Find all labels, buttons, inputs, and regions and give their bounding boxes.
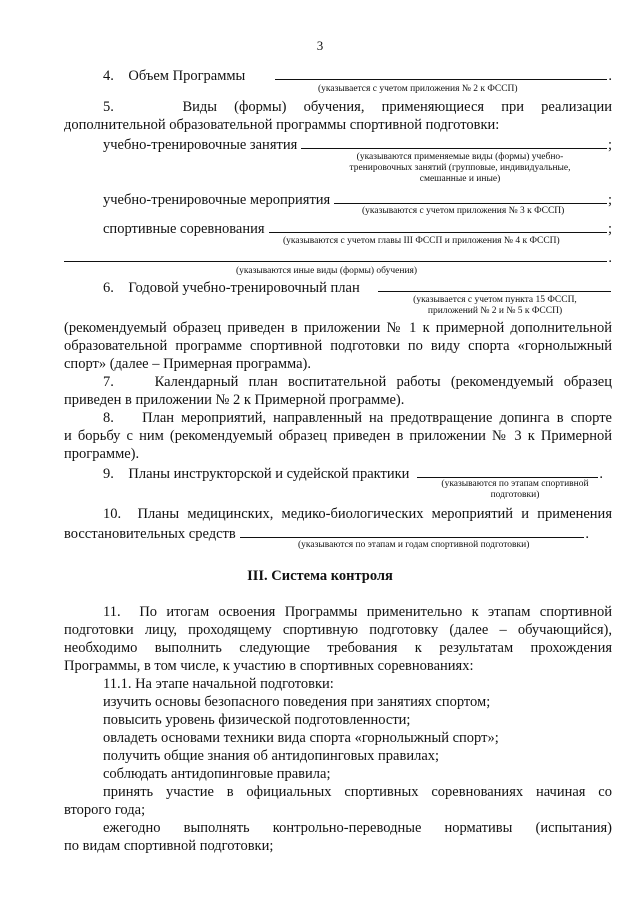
page-number: 3 xyxy=(316,38,324,53)
item-6-note-1: (указывается с учетом пункта 15 ФССП, xyxy=(413,295,577,305)
item-6-text: 6. Годовой учебно-тренировочный план xyxy=(103,280,360,296)
other-forms-line xyxy=(64,248,612,268)
item-7-line1: 7. Календарный план воспитательной работы (рекомендуемый образец xyxy=(103,374,612,390)
item-6-blank xyxy=(378,278,611,292)
norms-line1: ежегодно выполнять контрольно-переводные нормативы (испытания) xyxy=(103,820,612,836)
item-4-note: (указывается с учетом приложения № 2 к ФССП) xyxy=(318,84,518,94)
list-item: получить общие знания об антидопинговых правилах; xyxy=(103,748,440,764)
training-sessions-blank xyxy=(301,135,607,149)
training-events-label: учебно-тренировочные мероприятия xyxy=(103,192,331,208)
item-10-note: (указываются по этапам и годам спортивной подготовки) xyxy=(298,540,530,550)
item-7-line2: приведен в приложении № 2 к Примерной программе). xyxy=(64,392,405,408)
training-sessions-note-1: (указываются применяемые виды (формы) учебно- xyxy=(356,152,564,162)
item-4-blank xyxy=(275,66,607,80)
item-4-text: 4. Объем Программы xyxy=(103,68,246,84)
item-4 xyxy=(103,66,612,86)
training-sessions-note-3: смешанные и иные) xyxy=(419,174,501,184)
training-events-blank xyxy=(334,190,607,204)
competitions-end: ; xyxy=(607,221,612,237)
item-8-line3: программе). xyxy=(64,446,140,462)
item-6-cont2: образовательной программе спортивной подготовки по виду спорта «горнолыжный xyxy=(64,338,612,354)
list-item: соблюдать антидопинговые правила; xyxy=(103,766,331,782)
item-10-end: . xyxy=(585,526,589,542)
list-item: повысить уровень физической подготовленности; xyxy=(103,712,411,728)
norms-line2: по видам спортивной подготовки; xyxy=(64,838,274,854)
item-9-text: 9. Планы инструкторской и судейской практики xyxy=(103,466,410,482)
p11-line4: Программы, в том числе, к участию в спортивных соревнованиях: xyxy=(64,658,474,674)
other-forms-blank xyxy=(64,248,607,262)
training-events-end: ; xyxy=(607,192,612,208)
p11-line1: 11. По итогам освоения Программы применительно к этапам спортивной xyxy=(103,604,612,620)
item-5-line1: 5. Виды (формы) обучения, применяющиеся при реализации xyxy=(103,99,612,115)
training-sessions-note-2: тренировочных занятий (групповые, индивидуальные, xyxy=(349,163,571,173)
item-9-end: . xyxy=(599,466,603,482)
training-events-note: (указываются с учетом приложения № 3 к ФССП) xyxy=(362,206,565,216)
item-10-blank xyxy=(240,524,585,538)
other-forms-note: (указываются иные виды (формы) обучения) xyxy=(236,266,418,276)
item-6-cont1: (рекомендуемый образец приведен в приложении № 1 к примерной дополнительной xyxy=(64,320,612,336)
p11-1: 11.1. На этапе начальной подготовки: xyxy=(103,676,334,692)
training-sessions-label: учебно-тренировочные занятия xyxy=(103,137,298,153)
item-4-end: . xyxy=(608,68,612,84)
item-9-note-2: подготовки) xyxy=(490,490,540,500)
item-8-line2: и борьбу с ним (рекомендуемый образец приведен в приложении № 3 к Примерной xyxy=(64,428,612,444)
item-8-line1: 8. План мероприятий, направленный на предотвращение допинга в спорте xyxy=(103,410,612,426)
item-6-cont3: спорт» (далее – Примерная программа). xyxy=(64,356,311,372)
item-10-line2-text: восстановительных средств xyxy=(64,526,236,542)
item-9-blank xyxy=(417,464,598,478)
p11-line2: подготовки лицу, проходящему спортивную подготовку (далее – обучающийся), xyxy=(64,622,612,638)
item-6-note-2: приложений № 2 и № 5 к ФССП) xyxy=(427,306,563,316)
competitions-label: спортивные соревнования xyxy=(103,221,265,237)
other-forms-end: . xyxy=(608,250,612,266)
list-item: изучить основы безопасного поведения при занятиях спортом; xyxy=(103,694,491,710)
p11-line3: необходимо выполнить следующие требования к результатам прохождения xyxy=(64,640,612,656)
section-heading: III. Система контроля xyxy=(247,568,393,584)
item-10-line1: 10. Планы медицинских, медико-биологических мероприятий и применения xyxy=(103,506,612,522)
training-sessions-end: ; xyxy=(607,137,612,153)
competitions-blank xyxy=(269,219,607,233)
compete-line2: второго года; xyxy=(64,802,146,818)
compete-line1: принять участие в официальных спортивных соревнованиях начиная со xyxy=(103,784,612,800)
list-item: овладеть основами техники вида спорта «горнолыжный спорт»; xyxy=(103,730,499,746)
item-9-note-1: (указываются по этапам спортивной xyxy=(441,479,589,489)
competitions-note: (указываются с учетом главы III ФССП и приложения № 4 к ФССП) xyxy=(283,236,560,246)
item-5-line2: дополнительной образовательной программы спортивной подготовки: xyxy=(64,117,500,133)
